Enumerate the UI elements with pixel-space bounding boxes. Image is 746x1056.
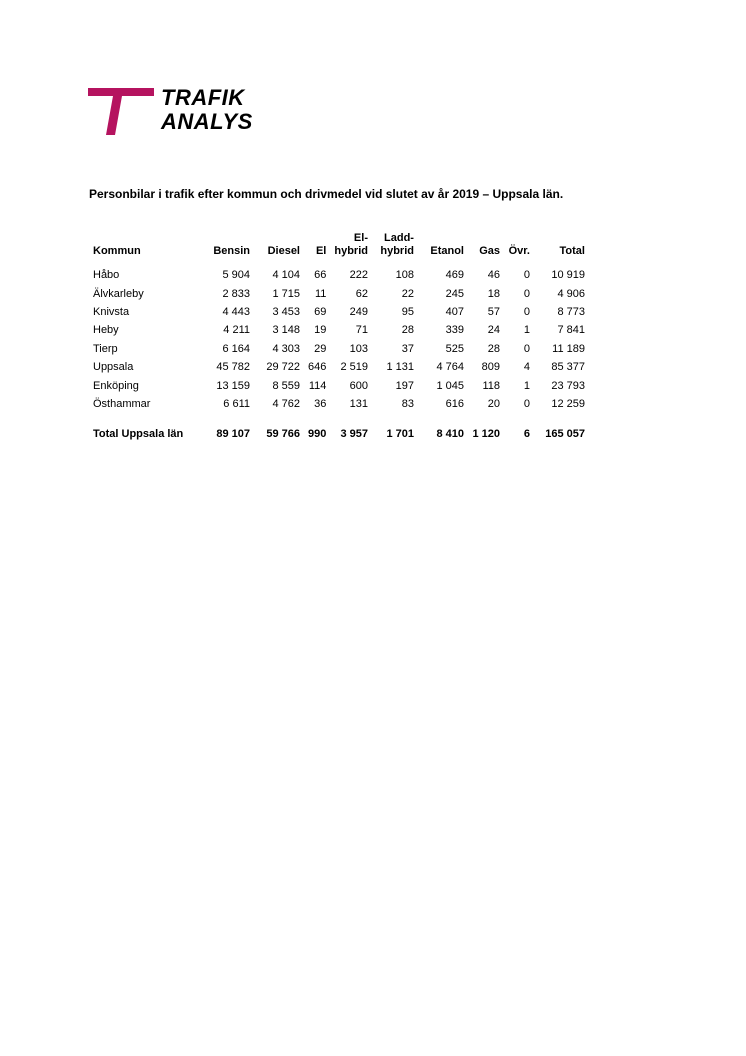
cell-diesel: 3 148 (272, 324, 300, 337)
cell-gas: 20 (487, 397, 500, 410)
cell-total: 12 259 (551, 397, 585, 410)
cell-etanol: 4 764 (436, 361, 464, 374)
logo-line-2: ANALYS (161, 109, 253, 134)
cell-etanol: 616 (445, 397, 464, 410)
cell-etanol: 1 045 (436, 379, 464, 392)
cell-total: 8 773 (557, 305, 585, 318)
cell-laddhybrid: 197 (395, 379, 414, 392)
cell-elhybrid: 62 (355, 287, 368, 300)
cell-elhybrid: 249 (349, 305, 368, 318)
cell-elhybrid: 103 (349, 342, 368, 355)
cell-bensin: 2 833 (222, 287, 250, 300)
cell-diesel: 8 559 (272, 379, 300, 392)
page-title: Personbilar i trafik efter kommun och drivmedel vid slutet av år 2019 – Uppsala län. (89, 187, 564, 201)
cell-kommun: Östhammar (93, 397, 151, 410)
cell-total: 4 906 (557, 287, 585, 300)
header-etanol: Etanol (430, 245, 464, 257)
cell-ovr: 0 (523, 269, 530, 282)
logo-wordmark (161, 86, 253, 134)
cell-laddhybrid: 1 131 (386, 361, 414, 374)
cell-bensin: 6 611 (223, 397, 250, 410)
header-kommun: Kommun (93, 245, 141, 257)
cell-elhybrid: 131 (349, 397, 368, 410)
cell-total: 11 189 (552, 342, 585, 355)
cell-total: 85 377 (551, 361, 585, 374)
cell-etanol: 407 (445, 305, 464, 318)
cell-gas: 18 (487, 287, 500, 300)
total-label: Total Uppsala län (93, 428, 184, 441)
table-row (89, 321, 589, 339)
cell-diesel: 29 722 (266, 361, 300, 374)
cell-kommun: Knivsta (93, 305, 130, 318)
fuel-statistics-table (89, 228, 589, 444)
cell-bensin: 6 164 (222, 342, 250, 355)
table-row (89, 340, 589, 358)
cell-gas: 46 (487, 269, 500, 282)
table-header-row (89, 228, 589, 258)
cell-el: 69 (314, 305, 327, 318)
table-row (89, 395, 589, 413)
header-bensin: Bensin (213, 245, 250, 257)
cell-el: 66 (314, 269, 327, 282)
cell-el: 29 (314, 342, 327, 355)
cell-kommun: Håbo (93, 269, 120, 282)
logo-line-1: TRAFIK (161, 85, 245, 110)
cell-ovr: 1 (523, 324, 530, 337)
header-el: El (315, 245, 327, 257)
cell-el: 114 (308, 379, 327, 392)
cell-ovr: 0 (523, 287, 530, 300)
header-ovr: Övr. (508, 245, 530, 257)
cell-el: 646 (308, 361, 327, 374)
cell-laddhybrid: 108 (395, 269, 414, 282)
total-bensin: 89 107 (216, 428, 250, 441)
cell-diesel: 4 762 (272, 397, 300, 410)
cell-kommun: Enköping (93, 379, 139, 392)
total-elhybrid: 3 957 (340, 428, 368, 441)
total-laddhybrid: 1 701 (386, 428, 414, 441)
table-total-row (89, 425, 589, 443)
cell-diesel: 3 453 (272, 305, 300, 318)
cell-kommun: Heby (93, 324, 119, 337)
cell-el: 11 (314, 287, 327, 300)
cell-laddhybrid: 22 (401, 287, 414, 300)
cell-diesel: 4 104 (272, 269, 300, 282)
table-row (89, 358, 589, 376)
cell-kommun: Uppsala (93, 361, 134, 374)
cell-el: 19 (314, 324, 327, 337)
cell-ovr: 1 (523, 379, 530, 392)
trafikanalys-logo (88, 86, 258, 138)
cell-kommun: Älvkarleby (93, 287, 144, 300)
cell-gas: 28 (487, 342, 500, 355)
cell-total: 23 793 (551, 379, 585, 392)
cell-gas: 118 (482, 379, 500, 392)
header-total: Total (559, 245, 585, 257)
total-diesel: 59 766 (266, 428, 300, 441)
cell-ovr: 0 (523, 397, 530, 410)
cell-laddhybrid: 83 (401, 397, 414, 410)
cell-etanol: 469 (445, 269, 464, 282)
table-row (89, 266, 589, 284)
cell-ovr: 4 (523, 361, 530, 374)
cell-ovr: 0 (523, 305, 530, 318)
cell-elhybrid: 71 (355, 324, 368, 337)
cell-gas: 24 (487, 324, 500, 337)
cell-total: 7 841 (557, 324, 585, 337)
trafikanalys-t-logo-icon (88, 86, 156, 138)
cell-kommun: Tierp (93, 342, 118, 355)
header-gas: Gas (479, 245, 500, 257)
cell-etanol: 525 (445, 342, 464, 355)
cell-elhybrid: 600 (349, 379, 368, 392)
total-el: 990 (308, 428, 327, 441)
cell-gas: 57 (487, 305, 500, 318)
total-gas: 1 120 (472, 428, 500, 441)
cell-bensin: 45 782 (216, 361, 250, 374)
cell-ovr: 0 (523, 342, 530, 355)
cell-elhybrid: 2 519 (340, 361, 368, 374)
cell-elhybrid: 222 (349, 269, 368, 282)
cell-gas: 809 (481, 361, 500, 374)
table-row (89, 376, 589, 394)
table-row (89, 284, 589, 302)
cell-bensin: 5 904 (222, 269, 250, 282)
cell-bensin: 4 211 (223, 324, 250, 337)
cell-bensin: 4 443 (222, 305, 250, 318)
cell-laddhybrid: 28 (401, 324, 414, 337)
cell-el: 36 (314, 397, 327, 410)
cell-etanol: 339 (445, 324, 464, 337)
cell-bensin: 13 159 (216, 379, 250, 392)
header-laddhybrid: Ladd- hybrid (380, 232, 414, 257)
cell-total: 10 919 (551, 269, 585, 282)
total-total: 165 057 (545, 428, 585, 441)
cell-laddhybrid: 37 (401, 342, 414, 355)
header-diesel: Diesel (267, 245, 300, 257)
cell-laddhybrid: 95 (401, 305, 414, 318)
total-etanol: 8 410 (436, 428, 464, 441)
cell-etanol: 245 (445, 287, 464, 300)
header-elhybrid: El- hybrid (334, 232, 368, 257)
table-row (89, 303, 589, 321)
cell-diesel: 1 715 (272, 287, 300, 300)
cell-diesel: 4 303 (272, 342, 300, 355)
total-ovr: 6 (523, 428, 530, 441)
